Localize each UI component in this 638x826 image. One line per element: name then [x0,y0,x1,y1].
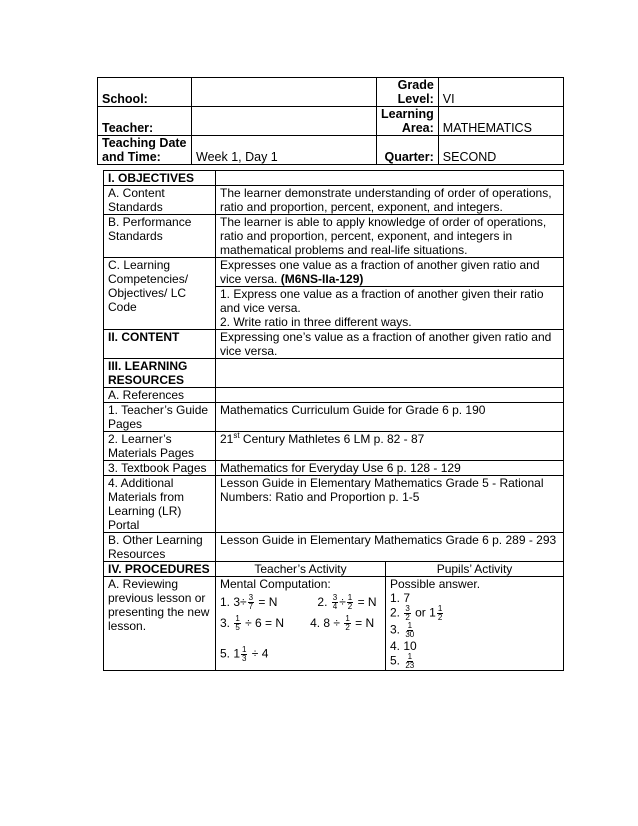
teacher-label: Teacher: [98,107,192,136]
grade-level-label: Grade Level: [377,78,439,107]
header-table [97,77,564,165]
answer-4: 4. 10 [390,639,417,653]
competencies-label: C. Learning Competencies/ Objectives/ LC Code [104,258,216,330]
grade-level-value: VI [438,78,563,107]
other-resources-label: B. Other Learning Resources [104,533,216,562]
textbook-pages-label: 3. Textbook Pages [104,461,216,476]
teachers-guide-label: 1. Teacher’s Guide Pages [104,403,216,432]
competencies-text: Expresses one value as a fraction of another given ratio and vice versa. (M6NS-IIa-129) [216,258,564,287]
mental-computation [216,577,386,671]
objectives-list: 1. Express one value as a fraction of another given their ratio and vice versa. 2. Write ratio in three different ways. [216,287,564,330]
resources-heading: III. LEARNING RESOURCES [104,359,216,388]
references-label: A. References [104,388,216,403]
school-value [192,78,377,107]
objectives-heading: I. OBJECTIVES [104,171,216,186]
lesson-plan-table [103,170,564,671]
content-heading: II. CONTENT [104,330,216,359]
lc-code: (M6NS-IIa-129) [280,272,364,286]
item-2: 2. $\frac{3}{4}$ ÷ $\frac{1}{2}$ = N [317,593,377,611]
teaching-date-label: Teaching Date and Time: [98,136,192,165]
item-3: 3. $\frac{1}{5}$ ÷ 6 = N [220,614,285,632]
school-label: School: [98,78,192,107]
teacher-value [192,107,377,136]
other-resources-text: Lesson Guide in Elementary Mathematics Grade 6 p. 289 - 293 [216,533,564,562]
performance-standards-label: B. Performance Standards [104,215,216,258]
answer-2: 2. $\frac{3}{2}$ or 1 $\frac{1}{2}$ [390,604,443,622]
answer-1: 1. 7 [390,591,411,605]
reviewing-label: A. Reviewing previous lesson or presenting the new lesson. [104,577,216,671]
answer-title: Possible answer. [390,577,481,591]
item-5: 5. 1 $\frac{1}{3}$ ÷ 4 [220,645,269,663]
teachers-guide-text: Mathematics Curriculum Guide for Grade 6 p. 190 [216,403,564,432]
additional-materials-text: Lesson Guide in Elementary Mathematics Grade 5 - Rational Numbers: Ratio and Proportion p. 1-5 [216,476,564,533]
performance-standards-text: The learner is able to apply knowledge of order of operations, ratio and proportion, percent, exponent, and integers in mathematical problems and real-life situations. [216,215,564,258]
procedures-heading: IV. PROCEDURES [104,562,216,577]
teaching-date-value: Week 1, Day 1 [192,136,377,165]
learning-area-value: MATHEMATICS [438,107,563,136]
textbook-pages-text: Mathematics for Everyday Use 6 p. 128 - 129 [216,461,564,476]
answer-5: 5. $\frac{1}{23}$ [390,652,415,670]
teacher-activity-header: Teacher’s Activity [216,562,386,577]
item-1: 1. 3÷ $\frac{3}{7}$ = N [220,593,278,611]
quarter-value: SECOND [438,136,563,165]
item-4: 4. 8 ÷ $\frac{1}{2}$ = N [310,614,375,632]
answer-3: 3. $\frac{1}{30}$ [390,621,415,639]
content-standards-label: A. Content Standards [104,186,216,215]
mental-title: Mental Computation: [220,577,331,591]
possible-answers [386,577,564,671]
content-standards-text: The learner demonstrate understanding of order of operations, ratio and proportion, percent, exponent, and integers. [216,186,564,215]
additional-materials-label: 4. Additional Materials from Learning (LR) Portal [104,476,216,533]
learning-area-label: Learning Area: [377,107,439,136]
quarter-label: Quarter: [377,136,439,165]
learners-materials-label: 2. Learner’s Materials Pages [104,432,216,461]
pupils-activity-header: Pupils’ Activity [386,562,564,577]
content-text: Expressing one’s value as a fraction of another given ratio and vice versa. [216,330,564,359]
learners-materials-text: 21st Century Mathletes 6 LM p. 82 - 87 [216,432,564,461]
